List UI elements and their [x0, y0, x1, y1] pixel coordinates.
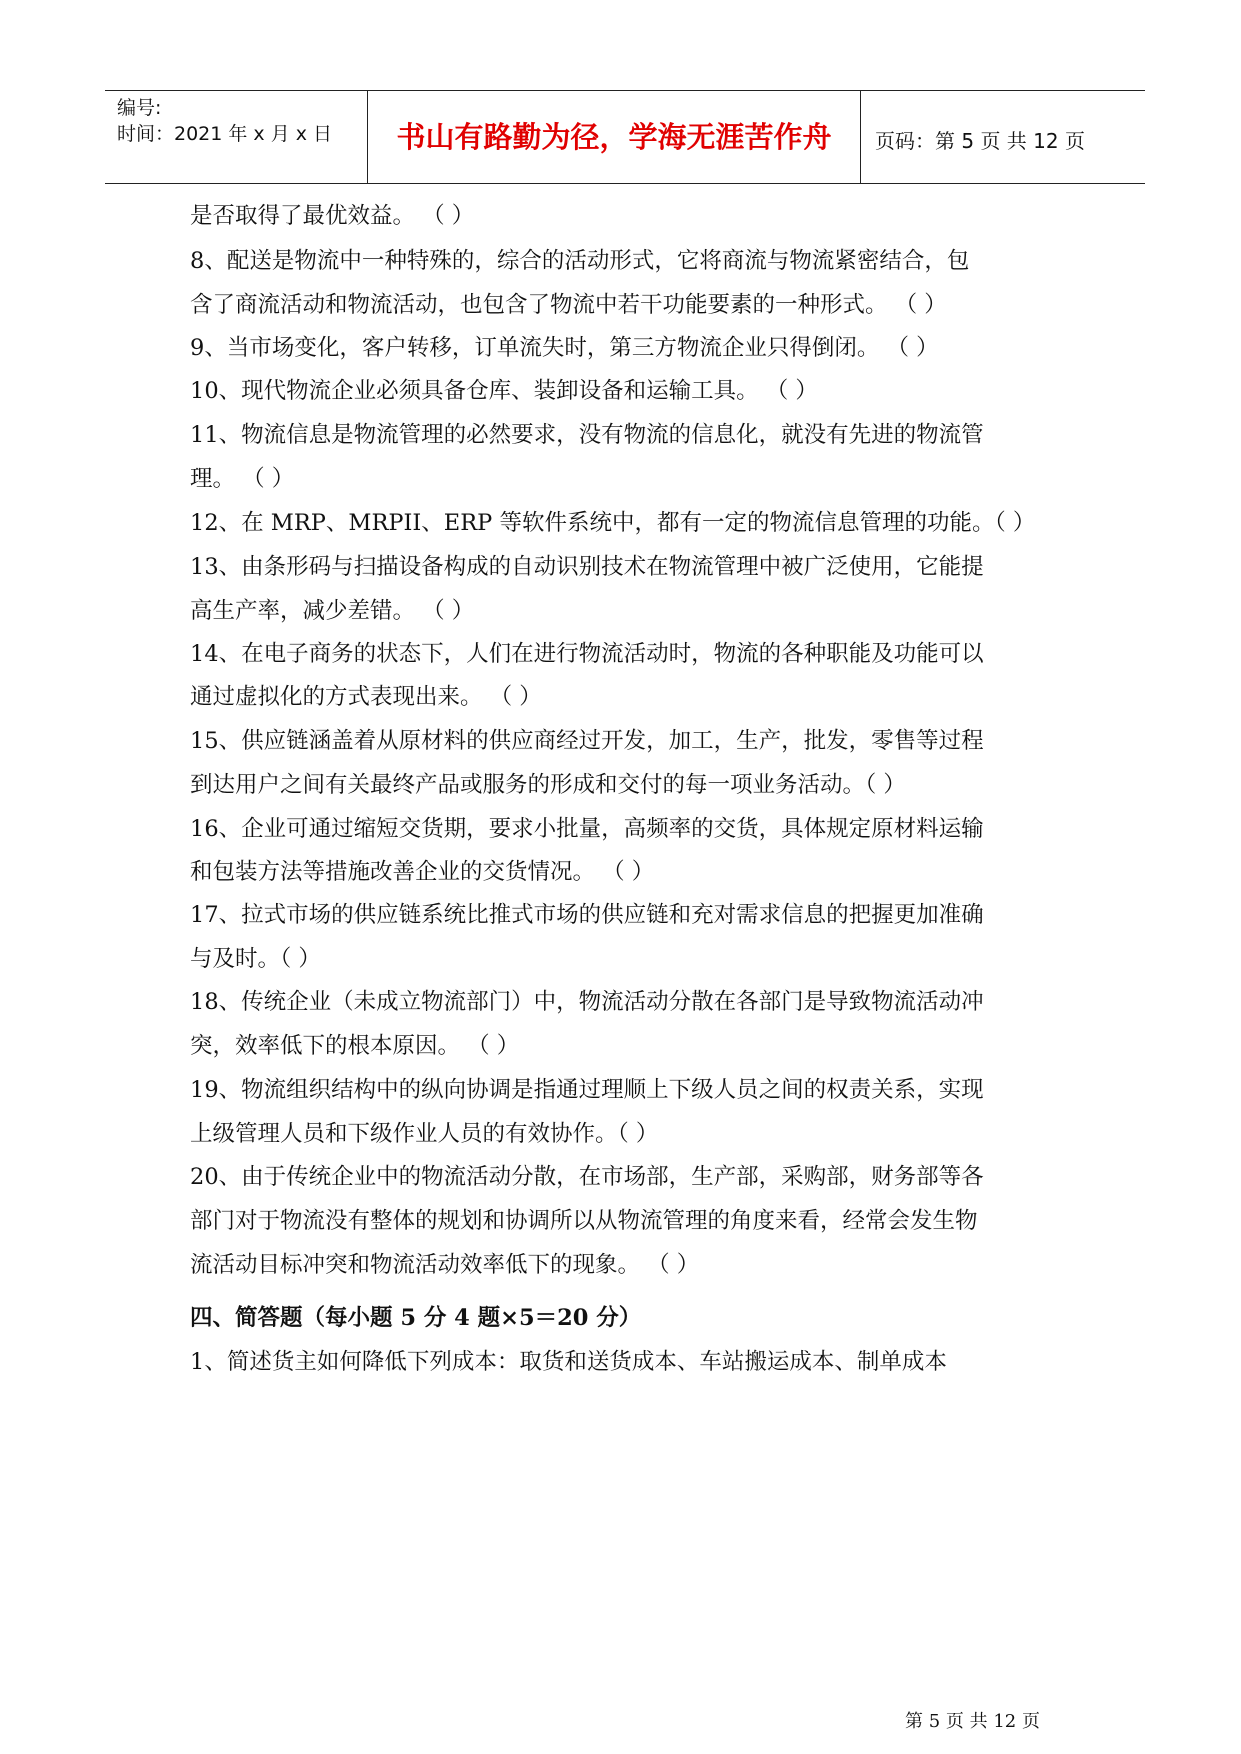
page-info: 页码：第 5 页 共 12 页 — [875, 129, 1085, 153]
text-line: 20、由于传统企业中的物流活动分散，在市场部，生产部，采购部，财务部等各 — [190, 1164, 984, 1190]
text-line: 和包装方法等措施改善企业的交货情况。 （ ） — [190, 859, 655, 885]
section-title: 四、简答题（每小题 5 分 4 题×5＝20 分） — [190, 1305, 642, 1331]
text-line: 通过虚拟化的方式表现出来。 （ ） — [190, 684, 542, 710]
text-line: 13、由条形码与扫描设备构成的自动识别技术在物流管理中被广泛使用，它能提 — [190, 554, 984, 580]
text-line: 上级管理人员和下级作业人员的有效协作。（ ） — [190, 1121, 659, 1147]
page-header — [105, 90, 1145, 184]
text-line: 8、配送是物流中一种特殊的，综合的活动形式，它将商流与物流紧密结合，包 — [190, 248, 970, 274]
text-line: 与及时。（ ） — [190, 946, 321, 972]
header-meta-cell — [105, 91, 368, 183]
time-label: 时间：2021 年 x 月 x 日 — [117, 123, 333, 145]
text-line: 9、当市场变化，客户转移，订单流失时，第三方物流企业只得倒闭。 （ ） — [190, 335, 939, 361]
text-line: 19、物流组织结构中的纵向协调是指通过理顺上下级人员之间的权责关系，实现 — [190, 1077, 984, 1103]
text-line: 是否取得了最优效益。 （ ） — [190, 203, 475, 229]
number-label: 编号: — [117, 97, 162, 119]
page-footer: 第 5 页 共 12 页 — [905, 1711, 1040, 1732]
text-line: 含了商流活动和物流活动，也包含了物流中若干功能要素的一种形式。 （ ） — [190, 292, 947, 318]
text-line: 16、企业可通过缩短交货期，要求小批量，高频率的交货，具体规定原材料运输 — [190, 816, 984, 842]
text-line: 12、在 MRP、MRPII、ERP 等软件系统中，都有一定的物流信息管理的功能。（ ） — [190, 510, 1036, 536]
text-line: 15、供应链涵盖着从原材料的供应商经过开发，加工，生产，批发，零售等过程 — [190, 728, 984, 754]
text-line: 11、物流信息是物流管理的必然要求，没有物流的信息化，就没有先进的物流管 — [190, 422, 984, 448]
motto: 书山有路勤为径，学海无涯苦作舟 — [368, 91, 861, 183]
text-line: 17、拉式市场的供应链系统比推式市场的供应链和充对需求信息的把握更加准确 — [190, 902, 984, 928]
text-line: 流活动目标冲突和物流活动效率低下的现象。 （ ） — [190, 1252, 700, 1278]
text-line: 突，效率低下的根本原因。 （ ） — [190, 1033, 520, 1059]
text-line: 10、现代物流企业必须具备仓库、装卸设备和运输工具。 （ ） — [190, 378, 818, 404]
text-line: 到达用户之间有关最终产品或服务的形成和交付的每一项业务活动。（ ） — [190, 772, 906, 798]
text-line: 理。 （ ） — [190, 466, 295, 492]
short-answer-question-1: 1、简述货主如何降低下列成本：取货和送货成本、车站搬运成本、制单成本 — [190, 1349, 947, 1375]
text-line: 部门对于物流没有整体的规划和协调所以从物流管理的角度来看，经常会发生物 — [190, 1208, 978, 1234]
text-line: 高生产率，减少差错。 （ ） — [190, 598, 475, 624]
header-page-cell — [861, 91, 1145, 183]
text-line: 14、在电子商务的状态下，人们在进行物流活动时，物流的各种职能及功能可以 — [190, 641, 984, 667]
text-line: 18、传统企业（未成立物流部门）中，物流活动分散在各部门是导致物流活动冲 — [190, 989, 984, 1015]
